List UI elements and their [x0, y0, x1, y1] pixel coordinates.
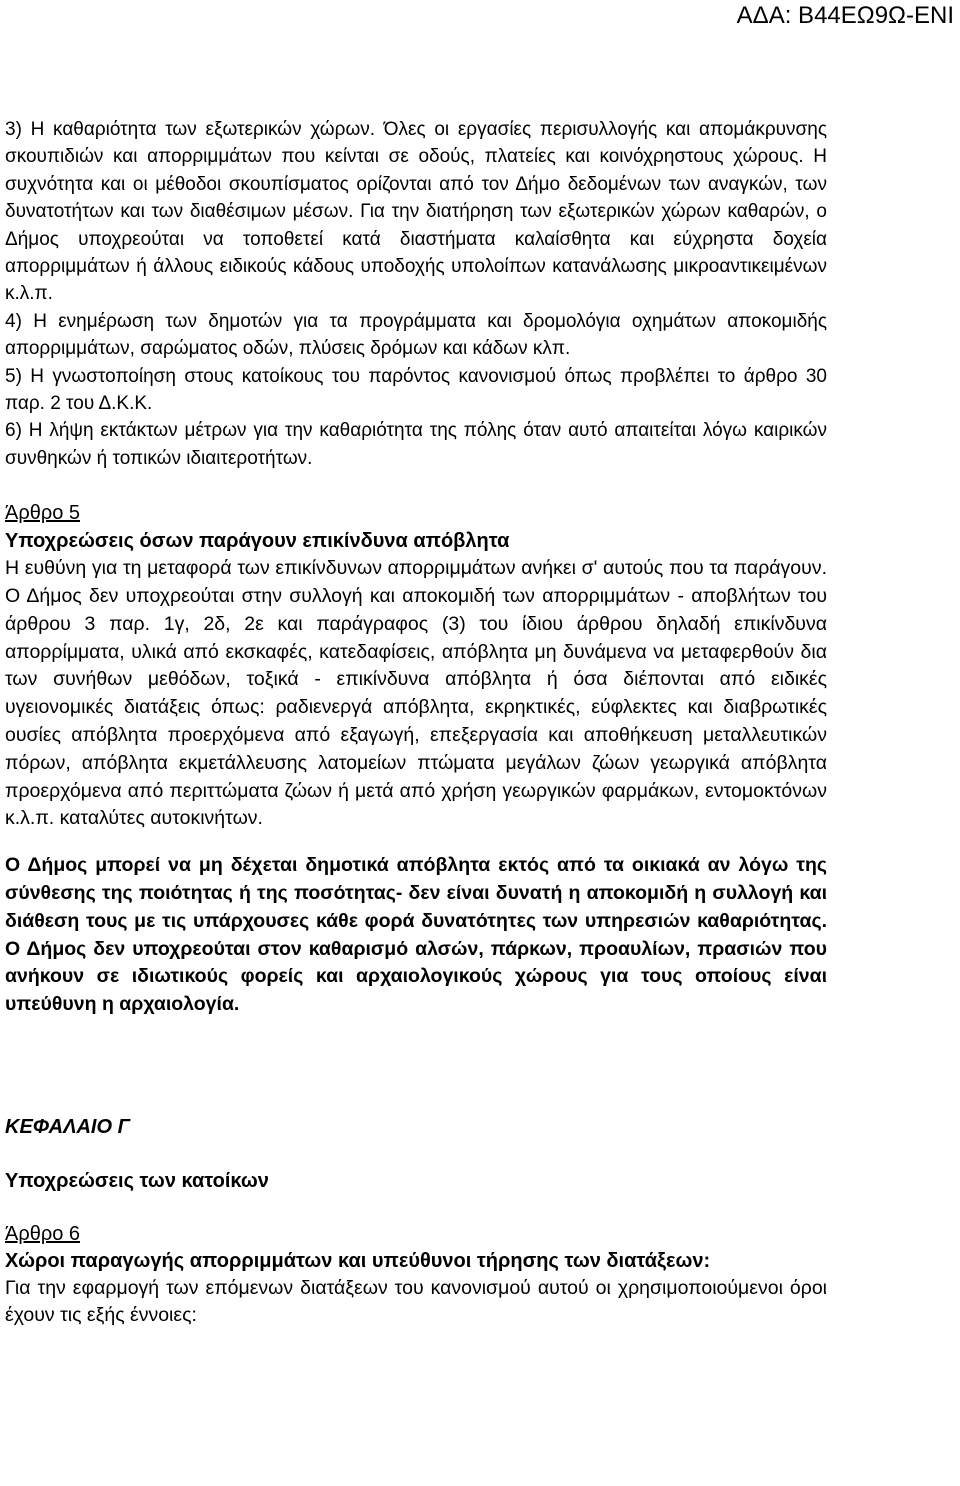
article-5-number: Άρθρο 5	[5, 502, 81, 525]
document-body	[5, 116, 827, 1329]
chapter-subtitle: Υποχρεώσεις των κατοίκων	[5, 1170, 269, 1193]
article-6-number: Άρθρο 6	[5, 1223, 81, 1246]
article-5-bold-paragraph: Ο Δήμος μπορεί να μη δέχεται δημοτικά απόβλητα εκτός από τα οικιακά αν λόγω της σύνθεσης της ποιότητας ή της ποσότητας- δεν είναι δυνατή η αποκομιδή η συλλογή και διάθεση τους με τις υπάρχουσες κάθε φορά δυνατότητες των υπηρεσιών καθαριότητας. Ο Δήμος δεν υποχρεούται στον καθαρισμό αλσών, πάρκων, προαυλίων, πρασιών που ανήκουν σε ιδιωτικούς φορείς και αρχαιολογικούς χώρους για τους οποίους είναι υπεύθυνη η αρχαιολογία.	[5, 854, 827, 1016]
paragraph-6: 6) Η λήψη εκτάκτων μέτρων για την καθαριότητα της πόλης όταν αυτό απαιτείται λόγω καιρικών συνθηκών ή τοπικών ιδιαιτεροτήτων.	[5, 420, 827, 469]
ada-header: ΑΔΑ: Β44ΕΩ9Ω-ΕΝΙ	[736, 2, 954, 29]
chapter-title: ΚΕΦΑΛΑΙΟ Γ	[5, 1116, 130, 1139]
article-5-body: Η ευθύνη για τη μεταφορά των επικίνδυνων απορριμμάτων ανήκει σ' αυτούς που τα παράγουν. Ο Δήμος δεν υποχρεούται στην συλλογή και αποκομιδή των απορριμμάτων - αποβλήτων του άρθρου 3 παρ. 1γ, 2δ, 2ε και παράγραφος (3) του ίδιου άρθρου δηλαδή επικίνδυνα απορρίμματα, υλικά από εκσκαφές, κατεδαφίσεις, απόβλητα μη δυνάμενα να μεταφερθούν δια των συνήθων μεθόδων, τοξικά - επικίνδυνα απόβλητα ή όσα διέπονται από ειδικές υγειονομικές διατάξεις όπως: ραδιενεργά απόβλητα, εκρηκτικές, εύφλεκτες και διαβρωτικές ουσίες απόβλητα προερχόμενα από εξαγωγή, επεξεργασία και αποθήκευση μεταλλευτικών πόρων, απόβλητα εκμετάλλευσης λατομείων πτώματα μεγάλων ζώων γεωργικά απόβλητα προερχόμενα από περιττώματα ζώων ή μετά από χρήση γεωργικών φαρμάκων, εντομοκτόνων κ.λ.π. καταλύτες αυτοκινήτων.	[5, 557, 827, 830]
article-6-title: Χώροι παραγωγής απορριμμάτων και υπεύθυνοι τήρησης των διατάξεων:	[5, 1250, 711, 1273]
paragraph-5: 5) Η γνωστοποίηση στους κατοίκους του παρόντος κανονισμού όπως προβλέπει το άρθρο 30 παρ. 2 του Δ.Κ.Κ.	[5, 365, 827, 415]
paragraph-4: 4) Η ενημέρωση των δημοτών για τα προγράμματα και δρομολόγια οχημάτων αποκομιδής απορριμμάτων, σαρώματος οδών, πλύσεις δρόμων και κάδων κλπ.	[5, 310, 827, 360]
article-5-title: Υποχρεώσεις όσων παράγουν επικίνδυνα απόβλητα	[5, 530, 510, 553]
article-6-body: Για την εφαρμογή των επόμενων διατάξεων του κανονισμού αυτού οι χρησιμοποιούμενοι όροι έχουν τις εξής έννοιες:	[5, 1277, 827, 1327]
paragraph-3: 3) Η καθαριότητα των εξωτερικών χώρων. Όλες οι εργασίες περισυλλογής και απομάκρυνσης σκουπιδιών και απορριμμάτων που κείνται σε οδούς, πλατείες και κοινόχρηστους χώρους. Η συχνότητα και οι μέθοδοι σκουπίσματος ορίζονται από τον Δήμο δεδομένων των αναγκών, των δυνατοτήτων και των διαθέσιμων μέσων. Για την διατήρηση των εξωτερικών χώρων καθαρών, ο Δήμος υποχρεούται να τοποθετεί κατά διαστήματα καλαίσθητα και εύχρηστα δοχεία απορριμμάτων ή άλλους ειδικούς κάδους υποδοχής υπολοίπων κατανάλωσης μικροαντικειμένων κ.λ.π.	[5, 119, 827, 305]
